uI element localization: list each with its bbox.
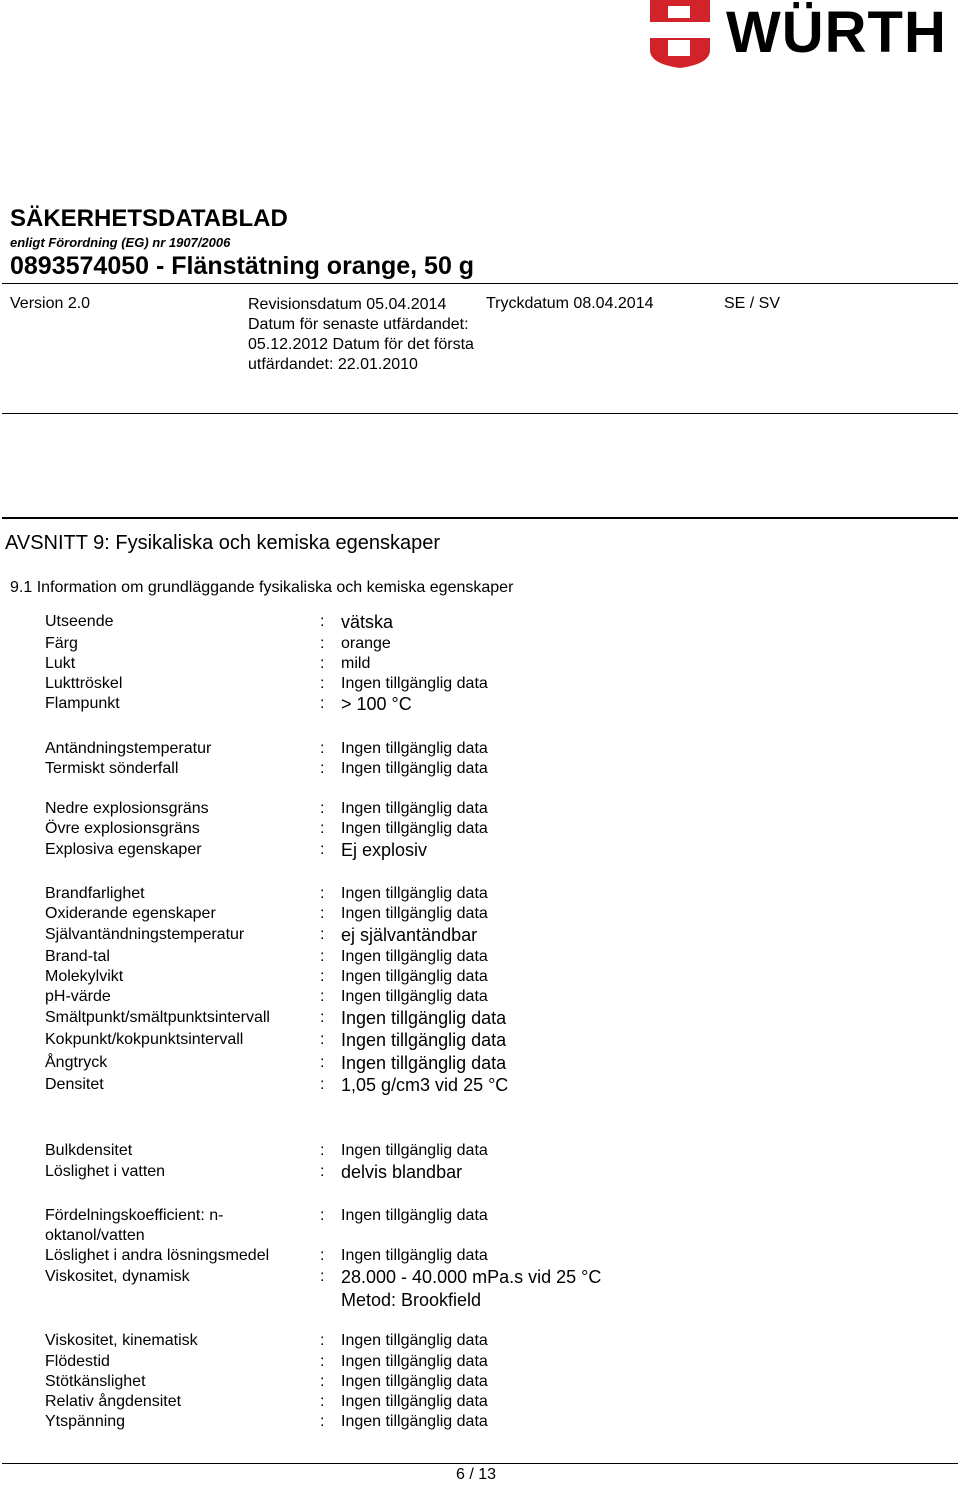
version-text: Version 2.0 <box>10 295 91 312</box>
property-label: Lukttröskel <box>45 675 123 692</box>
wurth-logo <box>648 0 960 70</box>
property-label: Oxiderande egenskaper <box>45 905 216 922</box>
property-method: Metod: Brookfield <box>341 1290 482 1310</box>
header-divider <box>2 283 958 284</box>
property-label: Övre explosionsgräns <box>45 820 200 837</box>
property-value: Ingen tillgänglig data <box>341 1413 488 1430</box>
property-value: delvis blandbar <box>341 1162 463 1182</box>
property-value: Ingen tillgänglig data <box>341 800 488 817</box>
property-label: Viskositet, kinematisk <box>45 1332 198 1349</box>
property-label: Brand-tal <box>45 948 110 965</box>
property-label: Flampunkt <box>45 695 120 712</box>
property-label: Densitet <box>45 1076 104 1093</box>
brand-wordmark: WÜRTH <box>726 0 947 65</box>
property-label: Flödestid <box>45 1353 110 1370</box>
locale-code: SE / SV <box>724 295 781 312</box>
property-value: Ingen tillgänglig data <box>341 905 488 922</box>
product-title: 0893574050 - Flänstätning orange, 50 g <box>10 252 475 280</box>
property-value: Ingen tillgänglig data <box>341 968 488 985</box>
section-divider <box>2 517 958 519</box>
property-value: Ingen tillgänglig data <box>341 1332 488 1349</box>
property-label: Löslighet i vatten <box>45 1163 166 1180</box>
property-label: Löslighet i andra lösningsmedel <box>45 1247 270 1264</box>
property-label: Viskositet, dynamisk <box>45 1268 190 1285</box>
property-label: Antändningstemperatur <box>45 740 212 757</box>
property-label: Bulkdensitet <box>45 1142 133 1159</box>
property-value: Ingen tillgänglig data <box>341 1247 488 1264</box>
property-label: Självantändningstemperatur <box>45 926 245 943</box>
property-label: Brandfarlighet <box>45 885 145 902</box>
property-label: Fördelningskoefficient: n-oktanol/vatten <box>45 1207 224 1244</box>
document-type: SÄKERHETSDATABLAD <box>10 205 288 232</box>
property-value: > 100 °C <box>341 694 412 714</box>
footer-divider <box>2 1463 958 1464</box>
property-value: Ingen tillgänglig data <box>341 1373 488 1390</box>
property-label: Nedre explosionsgräns <box>45 800 209 817</box>
property-value: vätska <box>341 612 394 632</box>
property-label: Smältpunkt/smältpunktsintervall <box>45 1009 270 1026</box>
section-title: AVSNITT 9: Fysikaliska och kemiska egenskaper <box>5 532 440 554</box>
property-label: Lukt <box>45 655 76 672</box>
property-value: mild <box>341 655 371 672</box>
property-value: Ingen tillgänglig data <box>341 1353 488 1370</box>
property-label: Ångtryck <box>45 1054 108 1071</box>
property-value: Ingen tillgänglig data <box>341 820 488 837</box>
print-date: Tryckdatum 08.04.2014 <box>486 295 654 312</box>
property-value: Ingen tillgänglig data <box>341 1207 488 1224</box>
property-value: Ingen tillgänglig data <box>341 988 488 1005</box>
property-value: Ingen tillgänglig data <box>341 675 488 692</box>
property-value: Ingen tillgänglig data <box>341 1393 488 1410</box>
property-label: Termiskt sönderfall <box>45 760 179 777</box>
subsection-title: 9.1 Information om grundläggande fysikaliska och kemiska egenskaper <box>10 579 514 596</box>
property-label: pH-värde <box>45 988 111 1005</box>
property-label: Färg <box>45 635 78 652</box>
property-value: Ingen tillgänglig data <box>341 1030 507 1050</box>
property-label: Explosiva egenskaper <box>45 841 202 858</box>
property-value: Ingen tillgänglig data <box>341 1053 507 1073</box>
property-value: Ingen tillgänglig data <box>341 760 488 777</box>
revision-text: Revisionsdatum 05.04.2014 Datum för senaste utfärdandet: 05.12.2012 Datum för det första utfärdandet: 22.01.2010 <box>248 296 474 373</box>
property-label: Molekylvikt <box>45 968 124 985</box>
property-label: Utseende <box>45 613 114 630</box>
property-value: orange <box>341 635 391 652</box>
page-number: 6 / 13 <box>456 1466 497 1483</box>
property-value: Ej explosiv <box>341 840 428 860</box>
regulation-note: enligt Förordning (EG) nr 1907/2006 <box>10 235 231 250</box>
property-value: Ingen tillgänglig data <box>341 885 488 902</box>
property-value: 28.000 - 40.000 mPa.s vid 25 °C <box>341 1267 602 1287</box>
property-value: 1,05 g/cm3 vid 25 °C <box>341 1075 509 1095</box>
property-label: Kokpunkt/kokpunktsintervall <box>45 1031 244 1048</box>
property-value: Ingen tillgänglig data <box>341 1008 507 1028</box>
property-value: Ingen tillgänglig data <box>341 948 488 965</box>
property-label: Stötkänslighet <box>45 1373 146 1390</box>
property-value: Ingen tillgänglig data <box>341 1142 488 1159</box>
meta-divider <box>2 413 958 414</box>
property-value: Ingen tillgänglig data <box>341 740 488 757</box>
property-label: Relativ ångdensitet <box>45 1393 182 1410</box>
property-label: Ytspänning <box>45 1413 126 1430</box>
property-value: ej självantändbar <box>341 925 478 945</box>
